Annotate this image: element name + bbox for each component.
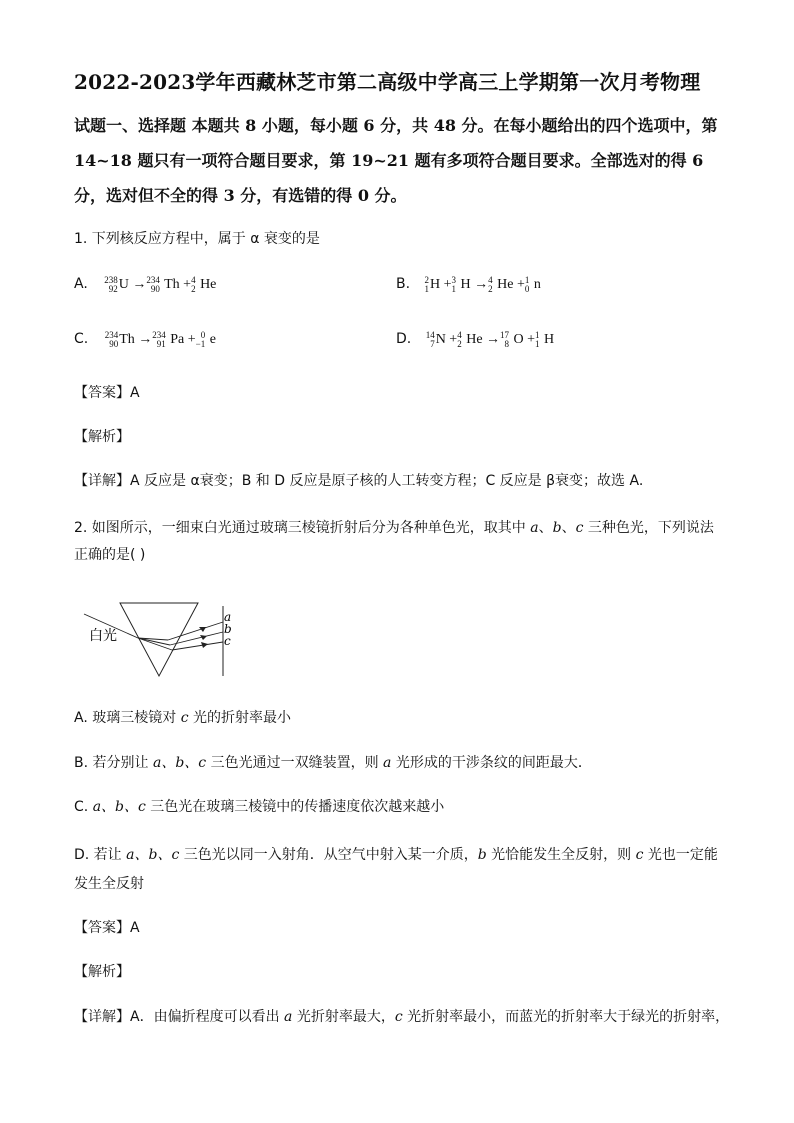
q2-option-b-var-a: a (383, 755, 392, 771)
q1-analysis-heading: 【解析】 (74, 429, 130, 445)
q2-stem-var-a: a (530, 520, 539, 536)
ray-label-a: a (224, 610, 232, 624)
q1-option-c (74, 331, 216, 349)
q2-option-d-vars: a、b、c (126, 847, 180, 863)
q2-option-d-text-3: 光恰能发生全反射，则 (486, 847, 636, 863)
q2-stem-text-2: 三种色光，下列说法正确的是( ) (74, 520, 714, 563)
q2-option-d-text-4: 光也一定能发生全反射 (74, 847, 718, 892)
exit-ray-a (168, 622, 223, 640)
ray-label-b: b (224, 622, 232, 636)
prism-diagram (80, 598, 250, 680)
q2-option-d (74, 841, 724, 899)
q1-option-d (396, 331, 554, 349)
q1-answer: 【答案】A (74, 385, 140, 401)
q2-analysis-heading: 【解析】 (74, 964, 130, 980)
q2-detail (74, 1005, 734, 1029)
exit-ray-c (172, 642, 223, 650)
q2-option-c-text-1: C. (74, 799, 93, 815)
q1-option-a-equation: 238 92 U → 234 90 Th + 4 2 He (104, 275, 217, 294)
q1-stem: 1. 下列核反应方程中，属于 α 衰变的是 (74, 231, 320, 247)
q2-option-b (74, 752, 592, 772)
q2-option-c-text-2: 三色光在玻璃三棱镜中的传播速度依次越来越小 (145, 799, 445, 815)
q2-option-a (74, 707, 291, 727)
q1-option-a (74, 276, 216, 294)
q1-detail: 【详解】A 反应是 α衰变；B 和 D 反应是原子核的人工转变方程；C 反应是 β衰变；故选 A. (74, 473, 644, 489)
q2-option-c-vars: a、b、c (92, 799, 146, 815)
q2-detail-text-2: 光折射率最大， (292, 1009, 395, 1025)
q2-detail-var-c: c (394, 1009, 403, 1025)
q2-option-a-text-2: 光的折射率最小 (188, 710, 291, 726)
q1-option-b-label: B. (396, 276, 411, 293)
page-title: 2022-2023学年西藏林芝市第二高级中学高三上学期第一次月考物理 (74, 70, 701, 94)
q1-option-b-equation: 2 1 H + 3 1 H → 4 2 He + 1 0 n (424, 275, 541, 294)
q1-option-d-equation: 14 7 N + 4 2 He → 17 8 O + 1 1 H (425, 330, 555, 349)
q2-option-d-text-1: D. 若让 (74, 847, 127, 863)
q2-stem (74, 515, 724, 569)
q1-option-a-label: A. (74, 276, 88, 293)
q2-option-d-text-2: 三色光以同一入射角．从空气中射入某一介质， (179, 847, 478, 863)
q2-stem-var-b: b (552, 520, 562, 536)
q2-option-d-var-c: c (635, 847, 644, 863)
ray-label-c: c (224, 634, 231, 648)
q2-option-a-text-1: A. 玻璃三棱镜对 (74, 710, 181, 726)
arrow-head-c (201, 642, 208, 648)
q2-option-b-vars: a、b、c (152, 755, 207, 771)
q2-detail-var-a: a (284, 1009, 293, 1025)
q2-stem-sep-1: 、 (538, 520, 553, 536)
q2-detail-text-1: 【详解】A．由偏折程度可以看出 (74, 1009, 285, 1025)
white-light-label: 白光 (89, 628, 117, 644)
q2-detail-text-3: 光折射率最小，而蓝光的折射率大于绿光的折射率， (402, 1009, 730, 1025)
q2-option-b-text-1: B. 若分别让 (74, 755, 153, 771)
q1-option-b (396, 276, 541, 294)
q2-option-a-var-c: c (180, 710, 189, 726)
q2-stem-sep-2: 、 (561, 520, 576, 536)
q1-option-c-label: C. (74, 331, 89, 348)
q2-option-b-text-2: 三色光通过一双缝装置，则 (206, 755, 384, 771)
q1-option-d-label: D. (396, 331, 412, 348)
q1-option-c-equation: 234 90 Th → 234 91 Pa + 0 −1 e (104, 330, 216, 349)
q2-answer: 【答案】A (74, 920, 140, 936)
q2-option-c (74, 796, 444, 816)
q2-option-d-var-b: b (477, 847, 487, 863)
q2-stem-var-c: c (575, 520, 584, 536)
section-intro: 试题一、选择题 本题共 8 小题，每小题 6 分，共 48 分。在每小题给出的四个选项中，第 14~18 题只有一项符合题目要求，第 19~21 题有多项符合题目要求。全部选对的得 6 分，选对但不全的得 3 分，有选错的得 0 分。 (74, 116, 718, 205)
q2-stem-text-1: 2. 如图所示，一细束白光通过玻璃三棱镜折射后分为各种单色光，取其中 (74, 520, 531, 536)
q2-option-b-text-3: 光形成的干涉条纹的间距最大． (391, 755, 592, 771)
